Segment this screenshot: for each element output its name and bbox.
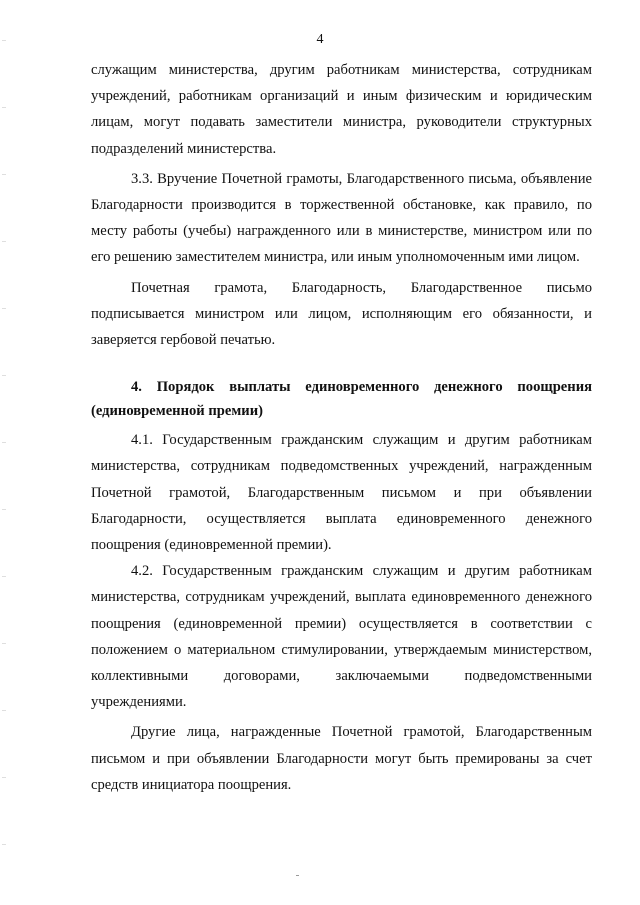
page-number: 4 bbox=[316, 32, 324, 47]
paragraph-3-3: 3.3. Вручение Почетной грамоты, Благодарственного письма, объявление Благодарности производится в торжественной обстановке, как правило, по месту работы (учебы) награжденного или в министерстве, министром или по его решению заместителем министра, или иным уполномоченным ими лицом. bbox=[91, 170, 592, 266]
paragraph-signing: Почетная грамота, Благодарность, Благодарственное письмо подписывается министром или лицом, исполняющим его обязанности, и заверяется гербовой печатью. bbox=[91, 279, 592, 349]
section-heading-4: 4. Порядок выплаты единовременного денежного поощрения (единовременной премии) bbox=[91, 379, 592, 420]
scan-speck bbox=[296, 875, 299, 876]
scan-edge-marks bbox=[2, 0, 6, 905]
paragraph-4-2: 4.2. Государственным гражданским служащим и другим работникам министерства, сотрудникам учреждений, выплата единовременного денежного поощрения (единовременной премии) осуществляется в соответствии с положением о материальном стимулировании, утверждаемым министерством, коллективными договорами, заключаемыми подведомственными учреждениями. bbox=[91, 563, 592, 711]
document-body bbox=[91, 57, 592, 798]
paragraph-other-persons: Другие лица, награжденные Почетной грамотой, Благодарственным письмом и при объявлении Благодарности могут быть премированы за счет средств инициатора поощрения. bbox=[91, 724, 592, 793]
paragraph-4-1: 4.1. Государственным гражданским служащим и другим работникам министерства, сотрудникам подведомственных учреждений, награжденным Почетной грамотой, Благодарственным письмом и при объявлении Благодарности, осуществляется выплата единовременного денежного поощрения (единовременной премии). bbox=[91, 432, 592, 554]
paragraph-continuation: служащим министерства, другим работникам министерства, сотрудникам учреждений, работникам организаций и иным физическим и юридическим лицам, могут подавать заместители министра, руководители структурных подразделений министерства. bbox=[91, 62, 592, 157]
